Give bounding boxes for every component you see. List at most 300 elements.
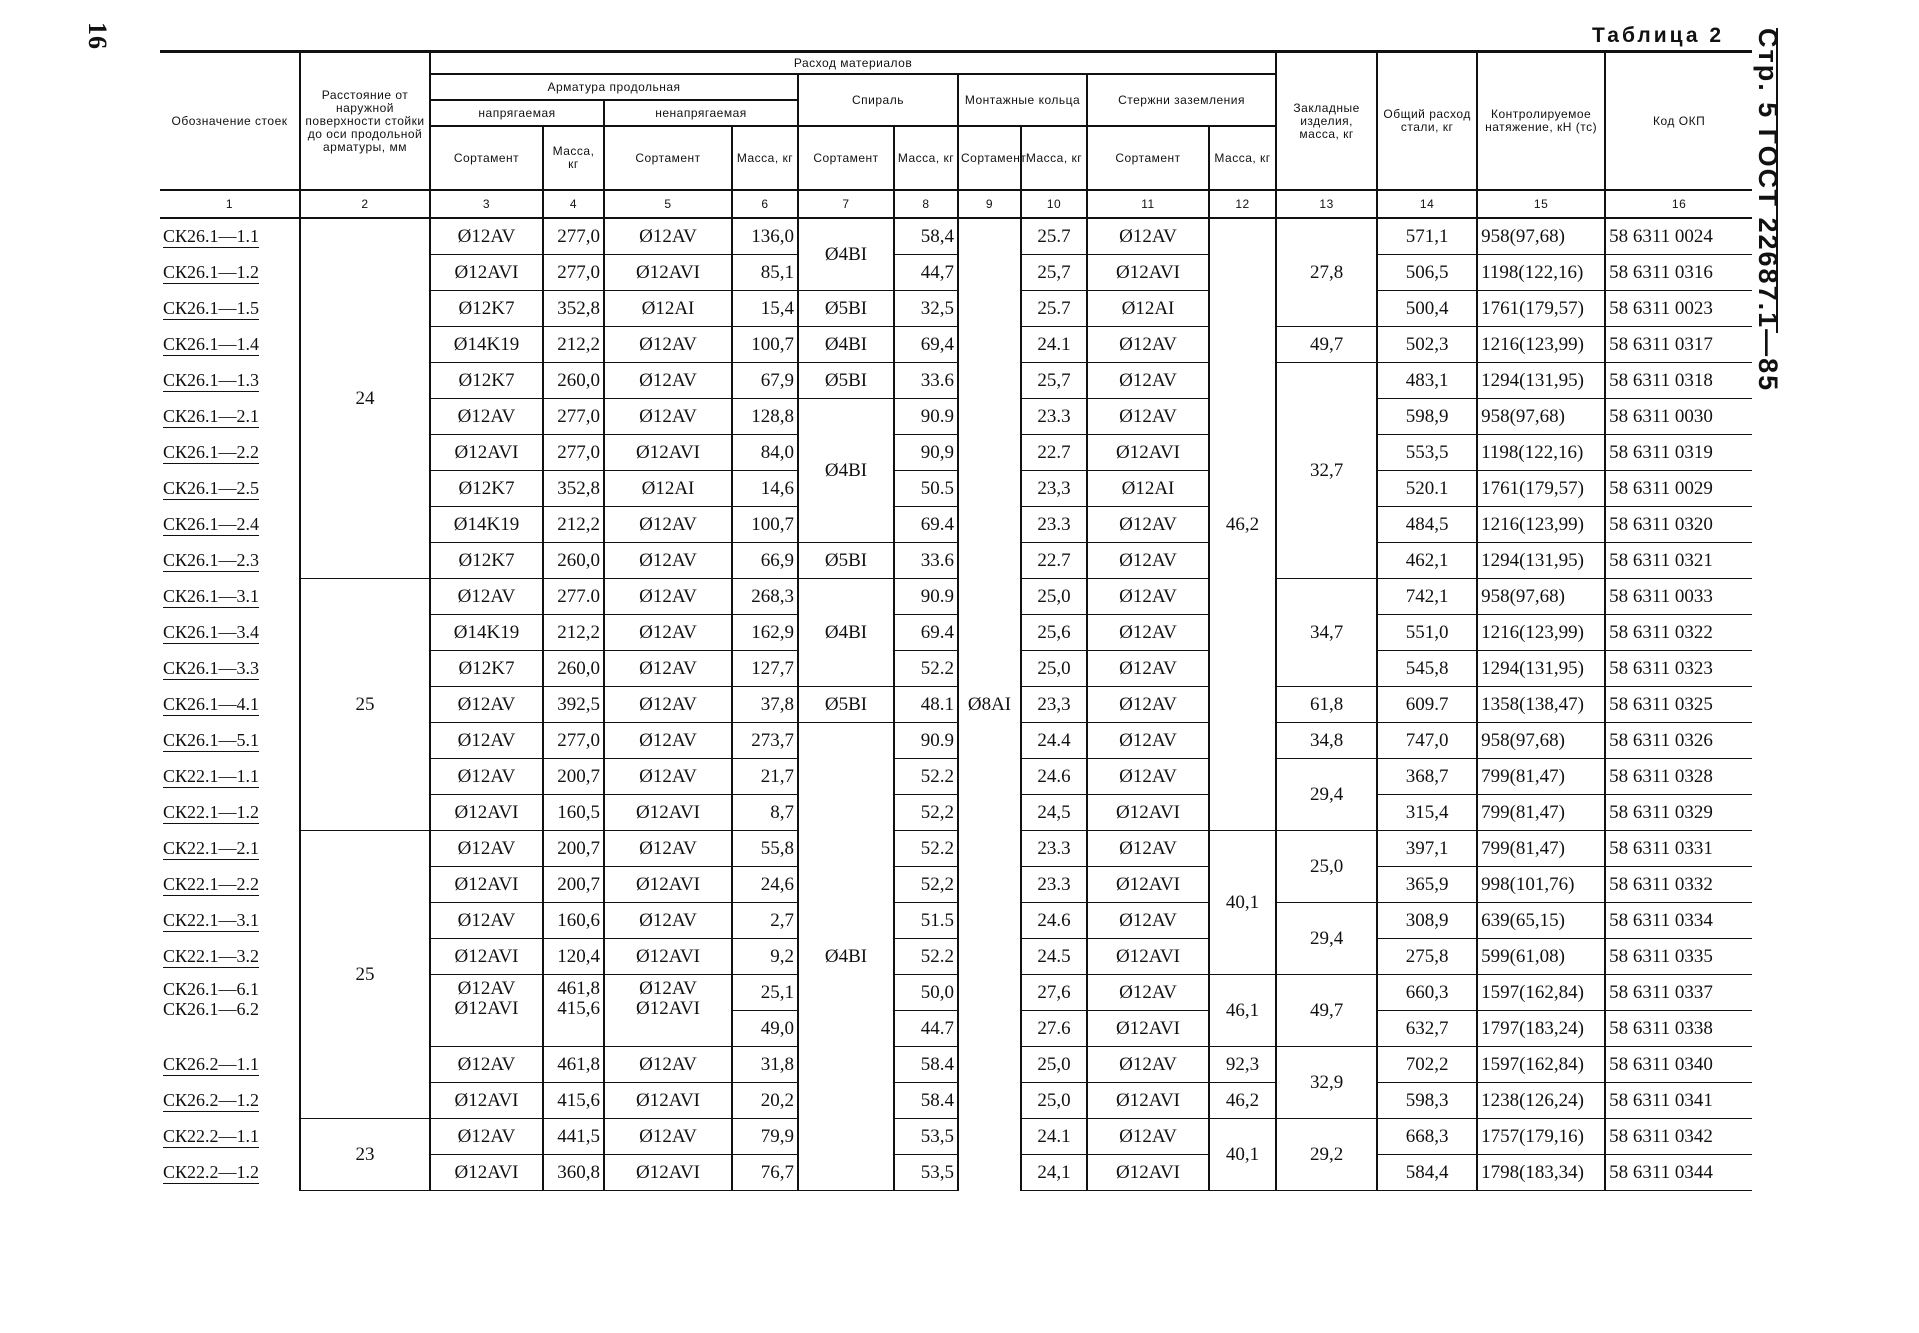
cell-spiral-mass: 69,4	[894, 327, 958, 363]
cell-p-mass: 277,0	[543, 255, 604, 291]
cell-n-mass: 273,7	[732, 723, 798, 759]
cell-spiral-mass: 50.5	[894, 471, 958, 507]
cell-spiral-mass: 44.7	[894, 1011, 958, 1047]
header-distance: Расстояние от наружной поверхности стойки до оси продольной арматуры, мм	[300, 52, 430, 191]
cell-p-mass: 260,0	[543, 363, 604, 399]
cell-grounding-sort: Ø12AV	[1087, 831, 1209, 867]
cell-grounding-sort: Ø12AV	[1087, 507, 1209, 543]
cell-spiral-mass: 50,0	[894, 975, 958, 1011]
column-number: 3	[430, 190, 543, 218]
cell-spiral-mass: 69.4	[894, 615, 958, 651]
cell-rings-mass: 22.7	[1021, 543, 1087, 579]
stand-designation-text: СК22.2—1.2	[163, 1162, 260, 1182]
cell-n-mass: 79,9	[732, 1119, 798, 1155]
header-embedded: Закладные изделия, масса, кг	[1276, 52, 1377, 191]
table-row	[160, 579, 1752, 615]
cell-n-mass: 84,0	[732, 435, 798, 471]
spiral-assortment: Ø4BI	[798, 579, 894, 687]
cell-p-sort: Ø12AV	[430, 218, 543, 255]
cell-rings-mass: 24.1	[1021, 327, 1087, 363]
cell-rings-mass: 27,6	[1021, 975, 1087, 1011]
cell-n-mass: 128,8	[732, 399, 798, 435]
cell-p-sort: Ø14K19	[430, 615, 543, 651]
cell-total-steel: 502,3	[1377, 327, 1477, 363]
header-okp: Код ОКП	[1605, 52, 1752, 191]
cell-tension: 958(97,68)	[1477, 218, 1605, 255]
cell-p-sort: Ø12AV	[430, 1119, 543, 1155]
cell-okp-code: 58 6311 0331	[1605, 831, 1752, 867]
stand-designation	[160, 255, 300, 291]
table-caption: Таблица 2	[1592, 24, 1725, 47]
stand-designation	[160, 795, 300, 831]
header-n-assortment: Сортамент	[604, 126, 732, 190]
embedded-mass: 29,4	[1276, 903, 1377, 975]
cell-rings-mass: 25,0	[1021, 579, 1087, 615]
embedded-mass: 49,7	[1276, 327, 1377, 363]
cell-p-mass: 160,6	[543, 903, 604, 939]
header-grounding-mass: Масса, кг	[1209, 126, 1276, 190]
cell-spiral-mass: 44,7	[894, 255, 958, 291]
cell-grounding-sort: Ø12AV	[1087, 723, 1209, 759]
cell-tension: 1294(131,95)	[1477, 543, 1605, 579]
cell-p-mass: 360,8	[543, 1155, 604, 1191]
cell-spiral-mass: 48.1	[894, 687, 958, 723]
cell-spiral-mass: 51.5	[894, 903, 958, 939]
header-p-assortment: Сортамент	[430, 126, 543, 190]
cell-n-sort: Ø12AV	[604, 579, 732, 615]
stand-designation-text: СК22.1—3.2	[163, 946, 260, 966]
cell-n-sort: Ø12AVI	[604, 1155, 732, 1191]
embedded-mass: 32,9	[1276, 1047, 1377, 1119]
cell-n-sort: Ø12AV	[604, 543, 732, 579]
cell-tension: 958(97,68)	[1477, 579, 1605, 615]
cell-n-sort: Ø12AV	[604, 831, 732, 867]
cell-p-mass: 441,5	[543, 1119, 604, 1155]
embedded-mass: 29,2	[1276, 1119, 1377, 1191]
cell-rings-mass: 25,0	[1021, 1083, 1087, 1119]
cell-grounding-sort: Ø12AV	[1087, 615, 1209, 651]
column-number: 4	[543, 190, 604, 218]
embedded-mass: 25,0	[1276, 831, 1377, 903]
cell-p-sort: Ø12K7	[430, 543, 543, 579]
cell-total-steel: 397,1	[1377, 831, 1477, 867]
cell-grounding-sort: Ø12AV	[1087, 327, 1209, 363]
stand-designation-text: СК22.1—2.2	[163, 874, 260, 894]
cell-spiral-mass: 90,9	[894, 435, 958, 471]
armature-distance: 23	[300, 1119, 430, 1191]
cell-grounding-sort: Ø12AVI	[1087, 939, 1209, 975]
stand-designation	[160, 543, 300, 579]
cell-okp-code: 58 6311 0318	[1605, 363, 1752, 399]
cell-okp-code: 58 6311 0024	[1605, 218, 1752, 255]
cell-n-mass: 37,8	[732, 687, 798, 723]
cell-rings-mass: 25.7	[1021, 291, 1087, 327]
column-number: 11	[1087, 190, 1209, 218]
column-number: 14	[1377, 190, 1477, 218]
cell-spiral-mass: 90.9	[894, 399, 958, 435]
cell-tension: 639(65,15)	[1477, 903, 1605, 939]
cell-rings-mass: 23.3	[1021, 399, 1087, 435]
stand-designation	[160, 363, 300, 399]
cell-total-steel: 747,0	[1377, 723, 1477, 759]
cell-p-sort: Ø12K7	[430, 651, 543, 687]
cell-total-steel: 545,8	[1377, 651, 1477, 687]
cell-spiral-mass: 58.4	[894, 1047, 958, 1083]
cell-spiral-mass: 53,5	[894, 1155, 958, 1191]
cell-okp-code: 58 6311 0329	[1605, 795, 1752, 831]
cell-p-mass: 260,0	[543, 651, 604, 687]
cell-rings-mass: 22.7	[1021, 435, 1087, 471]
cell-grounding-sort: Ø12AVI	[1087, 795, 1209, 831]
cell-okp-code: 58 6311 0033	[1605, 579, 1752, 615]
stand-designation	[160, 507, 300, 543]
cell-grounding-sort: Ø12AV	[1087, 903, 1209, 939]
cell-p-sort: Ø12AV	[430, 1047, 543, 1083]
stand-designation-text: СК26.1—1.4	[163, 334, 260, 354]
stand-designation-text: СК26.1—2.3	[163, 550, 260, 570]
cell-p-mass: 160,5	[543, 795, 604, 831]
cell-total-steel: 308,9	[1377, 903, 1477, 939]
cell-total-steel: 368,7	[1377, 759, 1477, 795]
cell-rings-mass: 25.7	[1021, 218, 1087, 255]
stand-designation-text: СК26.1—5.1	[163, 730, 260, 750]
cell-p-mass: 461,8	[543, 1047, 604, 1083]
cell-n-mass: 66,9	[732, 543, 798, 579]
cell-total-steel: 584,4	[1377, 1155, 1477, 1191]
stand-designation-text: СК22.1—3.1	[163, 910, 260, 930]
cell-okp-code: 58 6311 0332	[1605, 867, 1752, 903]
cell-total-steel: 553,5	[1377, 435, 1477, 471]
header-prestressed: напрягаемая	[430, 100, 604, 126]
cell-total-steel: 742,1	[1377, 579, 1477, 615]
cell-okp-code: 58 6311 0029	[1605, 471, 1752, 507]
cell-spiral-mass: 52.2	[894, 759, 958, 795]
cell-n-mass: 24,6	[732, 867, 798, 903]
cell-p-sort: Ø12AV	[430, 723, 543, 759]
cell-n-mass: 25,1	[732, 975, 798, 1011]
cell-n-mass: 21,7	[732, 759, 798, 795]
header-p-mass: Масса, кг	[543, 126, 604, 190]
stand-designation-text: СК22.2—1.1	[163, 1126, 260, 1146]
cell-n-sort: Ø12AVI	[604, 867, 732, 903]
stand-designation-text: СК26.1—2.2	[163, 442, 260, 462]
cell-n-mass: 100,7	[732, 507, 798, 543]
header-tension: Контролируемое натяжение, кН (тс)	[1477, 52, 1605, 191]
stand-designation	[160, 218, 300, 255]
cell-tension: 1757(179,16)	[1477, 1119, 1605, 1155]
cell-tension: 1238(126,24)	[1477, 1083, 1605, 1119]
cell-grounding-sort: Ø12AVI	[1087, 435, 1209, 471]
standard-title: Стр. 5 ГОСТ 22687.1—85	[1753, 28, 1783, 393]
cell-tension: 1597(162,84)	[1477, 975, 1605, 1011]
spiral-assortment: Ø5BI	[798, 687, 894, 723]
cell-n-sort: Ø12AVI	[604, 1083, 732, 1119]
cell-okp-code: 58 6311 0319	[1605, 435, 1752, 471]
cell-n-mass: 9,2	[732, 939, 798, 975]
column-number: 16	[1605, 190, 1752, 218]
column-number: 2	[300, 190, 430, 218]
cell-okp-code: 58 6311 0338	[1605, 1011, 1752, 1047]
cell-tension: 1597(162,84)	[1477, 1047, 1605, 1083]
cell-tension: 1294(131,95)	[1477, 651, 1605, 687]
cell-tension: 958(97,68)	[1477, 399, 1605, 435]
cell-n-sort: Ø12AVI	[604, 255, 732, 291]
stand-designation	[160, 723, 300, 759]
cell-p-sort: Ø12AVI	[430, 435, 543, 471]
cell-n-sort: Ø12AV	[604, 903, 732, 939]
cell-tension: 998(101,76)	[1477, 867, 1605, 903]
cell-p-mass: 352,8	[543, 471, 604, 507]
cell-p-sort: Ø12AV	[430, 579, 543, 615]
stand-designation	[160, 615, 300, 651]
cell-total-steel: 506,5	[1377, 255, 1477, 291]
cell-grounding-sort: Ø12AV	[1087, 687, 1209, 723]
cell-okp-code: 58 6311 0334	[1605, 903, 1752, 939]
armature-distance: 25	[300, 831, 430, 1119]
spiral-assortment: Ø4BI	[798, 218, 894, 291]
cell-rings-mass: 27.6	[1021, 1011, 1087, 1047]
spiral-assortment: Ø4BI	[798, 399, 894, 543]
cell-p-sort: Ø12K7	[430, 363, 543, 399]
cell-tension: 799(81,47)	[1477, 759, 1605, 795]
cell-spiral-mass: 58,4	[894, 218, 958, 255]
column-number: 6	[732, 190, 798, 218]
cell-spiral-mass: 33.6	[894, 543, 958, 579]
embedded-mass: 61,8	[1276, 687, 1377, 723]
cell-grounding-sort: Ø12AVI	[1087, 255, 1209, 291]
cell-n-sort: Ø12AV	[604, 687, 732, 723]
cell-okp-code: 58 6311 0340	[1605, 1047, 1752, 1083]
embedded-mass: 29,4	[1276, 759, 1377, 831]
header-longitudinal: Арматура продольная	[430, 74, 798, 100]
cell-spiral-mass: 52.2	[894, 831, 958, 867]
cell-rings-mass: 25,7	[1021, 363, 1087, 399]
grounding-mass: 46,1	[1209, 975, 1276, 1047]
cell-okp-code: 58 6311 0328	[1605, 759, 1752, 795]
stand-designation-text: СК26.1—2.4	[163, 514, 260, 534]
cell-total-steel: 275,8	[1377, 939, 1477, 975]
cell-n-sort: Ø12AV	[604, 651, 732, 687]
cell-spiral-mass: 69.4	[894, 507, 958, 543]
cell-okp-code: 58 6311 0326	[1605, 723, 1752, 759]
cell-n-mass: 268,3	[732, 579, 798, 615]
stand-designation-text: СК26.1—3.3	[163, 658, 260, 678]
cell-spiral-mass: 58.4	[894, 1083, 958, 1119]
stand-designation	[160, 1083, 300, 1119]
cell-okp-code: 58 6311 0023	[1605, 291, 1752, 327]
spiral-assortment: Ø5BI	[798, 363, 894, 399]
stand-designation	[160, 1155, 300, 1191]
cell-n-mass: 136,0	[732, 218, 798, 255]
cell-p-mass: 260,0	[543, 543, 604, 579]
cell-spiral-mass: 53,5	[894, 1119, 958, 1155]
stand-designation	[160, 399, 300, 435]
cell-tension: 1797(183,24)	[1477, 1011, 1605, 1047]
cell-grounding-sort: Ø12AVI	[1087, 1011, 1209, 1047]
cell-p-sort: Ø12AV	[430, 687, 543, 723]
cell-okp-code: 58 6311 0325	[1605, 687, 1752, 723]
cell-p-sort: Ø12AV	[430, 831, 543, 867]
stand-designation	[160, 687, 300, 723]
cell-total-steel: 668,3	[1377, 1119, 1477, 1155]
cell-p-sort: Ø14K19	[430, 507, 543, 543]
cell-p-mass: 277,0	[543, 723, 604, 759]
column-number: 10	[1021, 190, 1087, 218]
cell-rings-mass: 24.4	[1021, 723, 1087, 759]
cell-grounding-sort: Ø12AVI	[1087, 867, 1209, 903]
cell-grounding-sort: Ø12AV	[1087, 543, 1209, 579]
stand-designation-text: СК26.2—1.2	[163, 1090, 260, 1110]
cell-total-steel: 702,2	[1377, 1047, 1477, 1083]
column-number: 15	[1477, 190, 1605, 218]
stand-designation-text: СК26.1—2.1	[163, 406, 260, 426]
cell-tension: 1198(122,16)	[1477, 255, 1605, 291]
cell-okp-code: 58 6311 0320	[1605, 507, 1752, 543]
cell-p-sort: Ø12AV Ø12AVI	[430, 975, 543, 1047]
cell-p-mass: 461,8 415,6	[543, 975, 604, 1047]
cell-p-sort: Ø12K7	[430, 471, 543, 507]
cell-p-mass: 200,7	[543, 831, 604, 867]
cell-tension: 799(81,47)	[1477, 795, 1605, 831]
cell-grounding-sort: Ø12AV	[1087, 218, 1209, 255]
header-rings-assortment: Сортамент	[958, 126, 1021, 190]
cell-rings-mass: 25,0	[1021, 1047, 1087, 1083]
header-spiral-mass: Масса, кг	[894, 126, 958, 190]
cell-spiral-mass: 32,5	[894, 291, 958, 327]
stand-designation	[160, 1119, 300, 1155]
cell-n-sort: Ø12AV	[604, 363, 732, 399]
cell-n-sort: Ø12AV	[604, 1047, 732, 1083]
cell-p-mass: 212,2	[543, 507, 604, 543]
cell-grounding-sort: Ø12AV	[1087, 759, 1209, 795]
cell-n-sort: Ø12AV	[604, 399, 732, 435]
stand-designation: СК26.1—6.1 СК26.1—6.2	[163, 978, 260, 1019]
stand-designation	[160, 291, 300, 327]
cell-tension: 1198(122,16)	[1477, 435, 1605, 471]
stand-designation-text: СК26.1—1.1	[163, 226, 260, 247]
stand-designation-text: СК26.1—4.1	[163, 694, 260, 714]
embedded-mass: 27,8	[1276, 218, 1377, 327]
cell-grounding-sort: Ø12AV	[1087, 975, 1209, 1011]
grounding-mass: 46,2	[1209, 1083, 1276, 1119]
stand-designation-text: СК22.1—2.1	[163, 838, 260, 858]
cell-n-mass: 55,8	[732, 831, 798, 867]
cell-tension: 1216(123,99)	[1477, 507, 1605, 543]
stand-designation	[160, 831, 300, 867]
cell-rings-mass: 25,6	[1021, 615, 1087, 651]
cell-n-mass: 14,6	[732, 471, 798, 507]
cell-p-sort: Ø12K7	[430, 291, 543, 327]
stand-designation-text: СК26.1—1.3	[163, 370, 260, 390]
cell-okp-code: 58 6311 0335	[1605, 939, 1752, 975]
cell-total-steel: 551,0	[1377, 615, 1477, 651]
cell-grounding-sort: Ø12AVI	[1087, 1155, 1209, 1191]
cell-tension: 1761(179,57)	[1477, 471, 1605, 507]
cell-p-mass: 120,4	[543, 939, 604, 975]
header-designation: Обозначение стоек	[160, 52, 300, 191]
column-number: 9	[958, 190, 1021, 218]
cell-grounding-sort: Ø12AI	[1087, 291, 1209, 327]
table-body	[160, 218, 1752, 1191]
cell-grounding-sort: Ø12AV	[1087, 1119, 1209, 1155]
cell-okp-code: 58 6311 0342	[1605, 1119, 1752, 1155]
cell-total-steel: 484,5	[1377, 507, 1477, 543]
table-row	[160, 1119, 1752, 1155]
rings-assortment: Ø8AI	[958, 218, 1021, 1191]
stand-designation-text: СК26.1—3.4	[163, 622, 260, 642]
cell-total-steel: 315,4	[1377, 795, 1477, 831]
cell-n-sort: Ø12AV	[604, 615, 732, 651]
cell-p-sort: Ø12AV	[430, 399, 543, 435]
cell-total-steel: 365,9	[1377, 867, 1477, 903]
cell-total-steel: 632,7	[1377, 1011, 1477, 1047]
cell-n-mass: 67,9	[732, 363, 798, 399]
cell-grounding-sort: Ø12AV	[1087, 651, 1209, 687]
cell-p-sort: Ø12AVI	[430, 867, 543, 903]
stand-designation	[160, 903, 300, 939]
cell-n-sort: Ø12AI	[604, 471, 732, 507]
cell-rings-mass: 24.6	[1021, 903, 1087, 939]
cell-n-mass: 20,2	[732, 1083, 798, 1119]
cell-spiral-mass: 90.9	[894, 723, 958, 759]
stand-designation-text: СК26.2—1.1	[163, 1054, 260, 1074]
cell-p-sort: Ø12AV	[430, 903, 543, 939]
cell-total-steel: 598,3	[1377, 1083, 1477, 1119]
table-row	[160, 831, 1752, 867]
stand-designation-text: СК22.1—1.2	[163, 802, 260, 822]
cell-n-mass: 2,7	[732, 903, 798, 939]
cell-tension: 1216(123,99)	[1477, 327, 1605, 363]
cell-rings-mass: 23.3	[1021, 831, 1087, 867]
cell-spiral-mass: 52,2	[894, 795, 958, 831]
cell-p-sort: Ø12AVI	[430, 939, 543, 975]
stand-designation	[160, 939, 300, 975]
cell-spiral-mass: 33.6	[894, 363, 958, 399]
stand-designation	[160, 1047, 300, 1083]
cell-p-mass: 392,5	[543, 687, 604, 723]
cell-okp-code: 58 6311 0344	[1605, 1155, 1752, 1191]
cell-n-mass: 76,7	[732, 1155, 798, 1191]
cell-n-sort: Ø12AVI	[604, 939, 732, 975]
spiral-assortment: Ø5BI	[798, 543, 894, 579]
cell-okp-code: 58 6311 0317	[1605, 327, 1752, 363]
cell-n-mass: 85,1	[732, 255, 798, 291]
cell-n-sort: Ø12AV Ø12AVI	[604, 975, 732, 1047]
cell-rings-mass: 23.3	[1021, 507, 1087, 543]
cell-tension: 1216(123,99)	[1477, 615, 1605, 651]
column-number: 13	[1276, 190, 1377, 218]
cell-p-sort: Ø12AV	[430, 759, 543, 795]
cell-rings-mass: 23,3	[1021, 687, 1087, 723]
cell-n-mass: 31,8	[732, 1047, 798, 1083]
cell-n-mass: 162,9	[732, 615, 798, 651]
cell-spiral-mass: 52.2	[894, 651, 958, 687]
stand-designation	[160, 327, 300, 363]
cell-n-sort: Ø12AI	[604, 291, 732, 327]
cell-rings-mass: 24.5	[1021, 939, 1087, 975]
stand-designation-text: СК26.1—2.5	[163, 478, 260, 498]
stand-designation	[160, 759, 300, 795]
spiral-assortment: Ø5BI	[798, 291, 894, 327]
embedded-mass: 34,7	[1276, 579, 1377, 687]
cell-grounding-sort: Ø12AVI	[1087, 1083, 1209, 1119]
embedded-mass: 49,7	[1276, 975, 1377, 1047]
header-rings-mass: Масса, кг	[1021, 126, 1087, 190]
cell-tension: 1294(131,95)	[1477, 363, 1605, 399]
cell-spiral-mass: 52,2	[894, 867, 958, 903]
page-number: 16	[83, 22, 112, 50]
cell-rings-mass: 24.1	[1021, 1119, 1087, 1155]
